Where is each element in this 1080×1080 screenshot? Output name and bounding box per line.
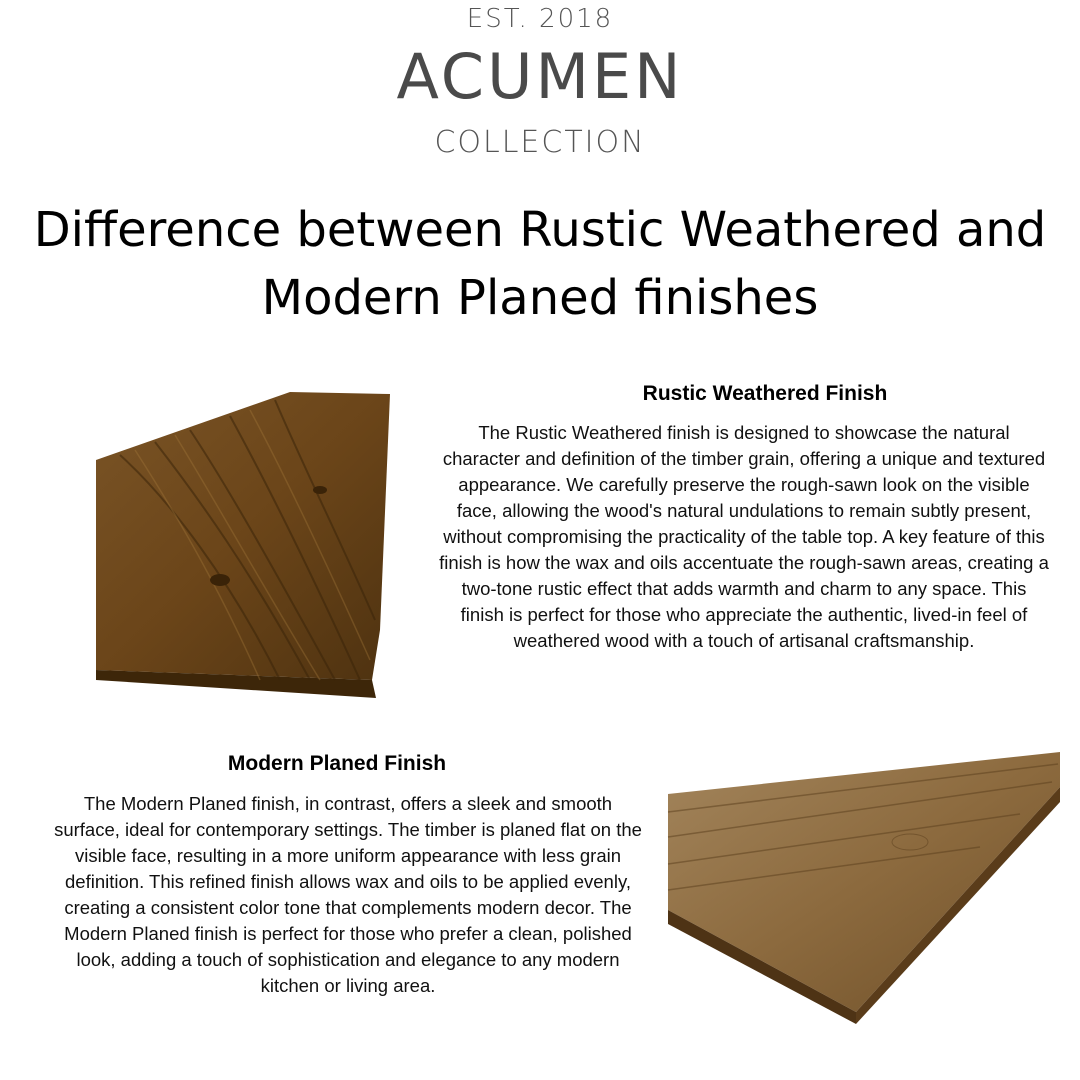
page-headline: Difference between Rustic Weathered and Modern Planed finishes [33,202,1047,326]
rustic-tabletop-image [80,380,400,710]
logo-brand-name: ACUMEN [396,40,684,113]
modern-section-body: The Modern Planed finish, in contrast, offers a sleek and smooth surface, ideal for contemporary settings. The timber is planed flat on the visible face, resulting in a more uniform appearance with less grain definition. This refined finish allows wax and oils to be applied evenly, creating a consistent color tone that complements modern decor. The Modern Planed finish is perfect for those who prefer a clean, polished look, adding a touch of sophistication and elegance to any modern kitchen or living area. [54,793,642,996]
rustic-section-title: Rustic Weathered Finish [642,382,888,405]
logo-subtitle: COLLECTION [434,125,646,160]
rustic-section-body: The Rustic Weathered finish is designed to showcase the natural character and definition of the timber grain, offering a unique and textured appearance. We carefully preserve the rough-sawn look on the visible face, allowing the wood's natural undulations to remain subtly present, without compromising the practicality of the table top. A key feature of this finish is how the wax and oils accentuate the rough-sawn areas, creating a two-tone rustic effect that adds warmth and charm to any space. This finish is perfect for those who appreciate the authentic, lived-in feel of weathered wood with a touch of artisanal craftsmanship. [439,422,1049,651]
modern-tabletop-image [660,742,1070,1042]
logo-established: EST. 2018 [466,4,614,34]
modern-section-title: Modern Planed Finish [227,752,447,775]
